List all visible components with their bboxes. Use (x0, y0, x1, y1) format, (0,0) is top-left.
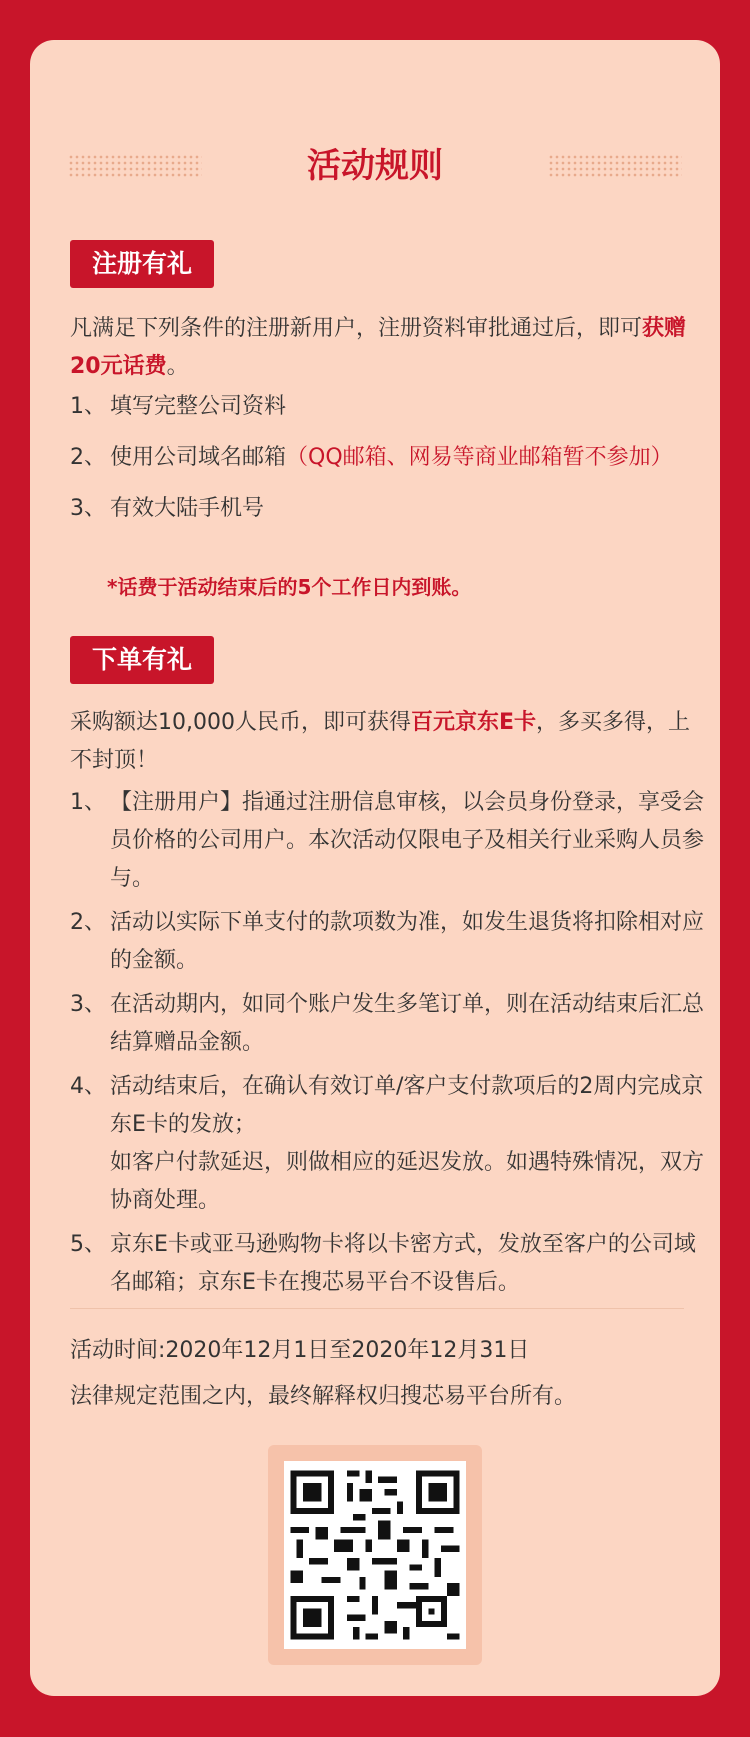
order-intro (70, 704, 710, 780)
item-number: 1、 (70, 790, 106, 815)
item-number: 2、 (70, 445, 106, 470)
page-title: 活动规则 (307, 146, 443, 186)
activity-time: 活动时间:2020年12月1日至2020年12月31日 (70, 1338, 530, 1363)
list-item-continued (70, 1144, 710, 1220)
register-note: *话费于活动结束后的5个工作日内到账。 (107, 575, 472, 599)
title-row (30, 128, 720, 188)
order-reward-highlight: 百元京东E卡 (410, 710, 537, 735)
register-intro (70, 310, 710, 386)
list-item (70, 490, 710, 528)
qr-code-frame (268, 1445, 482, 1665)
list-item (70, 904, 710, 980)
order-rules-list (70, 784, 710, 1308)
list-item (70, 439, 710, 477)
item-extra-note: （QQ邮箱、网易等商业邮箱暂不参加） (286, 445, 673, 470)
decorative-dots-right (548, 154, 682, 178)
item-text: 使用公司域名邮箱 (110, 445, 287, 470)
item-number: 2、 (70, 910, 106, 935)
register-reward-highlight: 获赠20元话费 (70, 316, 687, 379)
order-intro-end: ，多买多得，上不封顶！ (70, 710, 691, 773)
list-item (70, 986, 710, 1062)
qr-code-icon (284, 1461, 466, 1649)
divider (70, 1308, 684, 1309)
register-intro-end: 。 (166, 354, 189, 379)
legal-notice: 法律规定范围之内，最终解释权归搜芯易平台所有。 (70, 1384, 577, 1409)
list-item (70, 1226, 710, 1302)
order-intro-text: 采购额达10,000人民币，即可获得 (70, 710, 411, 735)
item-text: 【注册用户】指通过注册信息审核，以会员身份登录，享受会员价格的公司用户。本次活动仅限电子及相关行业采购人员参与。 (110, 790, 705, 891)
item-number: 5、 (70, 1232, 106, 1257)
list-item (70, 1068, 710, 1144)
item-number: 1、 (70, 394, 106, 419)
section-tag-order: 下单有礼 (70, 636, 214, 684)
item-text: 有效大陆手机号 (110, 496, 265, 521)
item-text: 在活动期内，如同个账户发生多笔订单，则在活动结束后汇总结算赠品金额。 (110, 992, 705, 1055)
item-text: 活动以实际下单支付的款项数为准，如发生退货将扣除相对应的金额。 (110, 910, 705, 973)
item-text: 活动结束后，在确认有效订单/客户支付款项后的2周内完成京东E卡的发放； (110, 1074, 704, 1137)
item-text: 填写完整公司资料 (110, 394, 287, 419)
item-text: 京东E卡或亚马逊购物卡将以卡密方式，发放至客户的公司域名邮箱；京东E卡在搜芯易平台不设售后。 (110, 1232, 696, 1295)
section-tag-register: 注册有礼 (70, 240, 214, 288)
item-text: 如客户付款延迟，则做相应的延迟发放。如遇特殊情况，双方协商处理。 (110, 1150, 705, 1213)
register-conditions-list (70, 388, 710, 541)
item-number: 4、 (70, 1074, 106, 1099)
register-intro-text: 凡满足下列条件的注册新用户，注册资料审批通过后，即可 (70, 316, 643, 341)
item-number: 3、 (70, 496, 106, 521)
rules-card (30, 40, 720, 1696)
list-item (70, 784, 710, 898)
list-item (70, 388, 710, 426)
item-number: 3、 (70, 992, 106, 1017)
